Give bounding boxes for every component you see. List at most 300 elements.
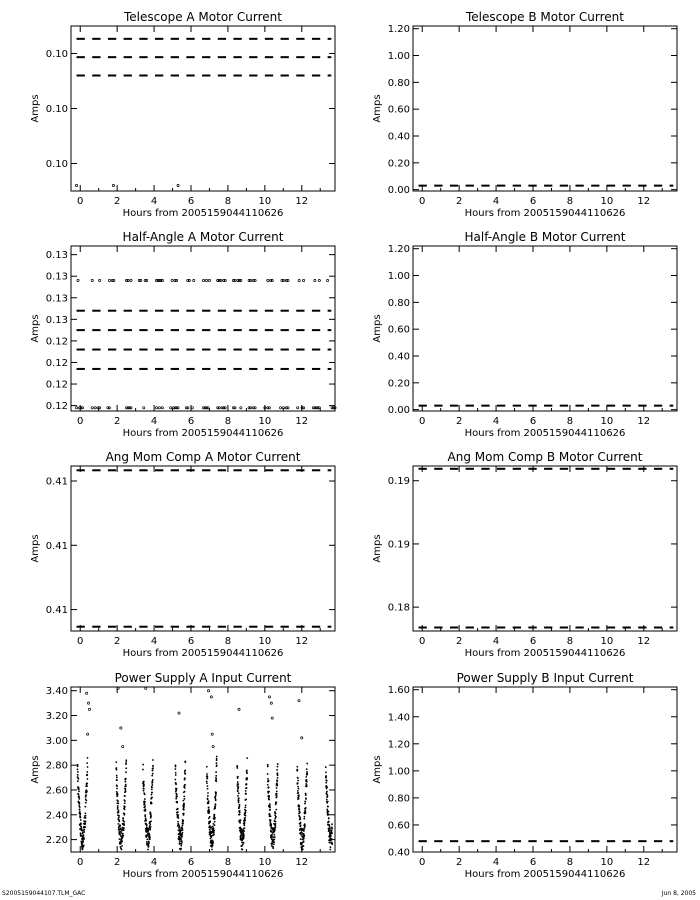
data-point: [125, 759, 127, 761]
y-axis-label: Amps: [372, 94, 383, 123]
data-point: [299, 816, 301, 818]
data-point: [326, 799, 328, 801]
data-point: [238, 792, 240, 794]
data-point: [180, 838, 182, 840]
data-point: [236, 767, 238, 769]
data-point: [122, 745, 124, 747]
data-point: [184, 777, 186, 779]
data-point: [275, 821, 277, 823]
data-point: [273, 839, 275, 841]
x-tick-label: 10: [600, 636, 614, 647]
data-point: [175, 783, 177, 785]
data-series: [75, 279, 336, 408]
data-point: [303, 829, 305, 831]
data-point: [326, 791, 328, 793]
x-tick-label: 6: [187, 416, 195, 427]
data-point: [145, 808, 147, 810]
data-point: [130, 279, 132, 281]
data-point: [77, 765, 79, 767]
plot-frame: [413, 466, 677, 631]
data-point: [304, 803, 306, 805]
data-point: [84, 806, 86, 808]
data-point: [245, 798, 247, 800]
data-point: [179, 843, 181, 845]
data-point: [326, 780, 328, 782]
x-tick-label: 12: [637, 857, 651, 868]
data-point: [240, 819, 242, 821]
data-point: [177, 811, 179, 813]
data-point: [181, 843, 183, 845]
data-point: [331, 838, 333, 840]
data-point: [269, 805, 271, 807]
data-point: [182, 823, 184, 825]
x-tick-label: 0: [419, 196, 426, 207]
data-point: [215, 794, 217, 796]
data-point: [94, 407, 96, 409]
data-point: [216, 762, 218, 764]
x-tick-label: 0: [419, 857, 426, 868]
data-point: [329, 825, 331, 827]
plot-frame: [413, 26, 677, 191]
data-point: [125, 761, 127, 763]
chart-panel: [372, 450, 677, 659]
data-point: [116, 785, 118, 787]
y-axis-label: Amps: [372, 534, 383, 563]
data-point: [99, 279, 101, 281]
data-point: [330, 846, 332, 848]
data-point: [122, 817, 124, 819]
x-axis-label: Hours from 2005159044110626: [464, 648, 626, 659]
y-tick-label: 0.20: [387, 378, 410, 390]
data-point: [268, 407, 270, 409]
data-point: [267, 764, 269, 766]
data-point: [177, 808, 179, 810]
data-point: [125, 767, 127, 769]
data-point: [268, 786, 270, 788]
data-point: [125, 784, 127, 786]
chart-panel: [372, 10, 677, 219]
data-point: [84, 822, 86, 824]
data-point: [183, 806, 185, 808]
x-tick-label: 2: [455, 416, 463, 427]
data-point: [298, 279, 300, 281]
data-point: [161, 279, 163, 281]
data-point: [77, 764, 79, 766]
data-point: [122, 836, 124, 838]
y-tick-label: 2.80: [45, 760, 68, 772]
data-point: [209, 829, 211, 831]
x-tick-label: 12: [637, 416, 651, 427]
chart-panel: [30, 10, 335, 219]
data-point: [119, 825, 121, 827]
data-point: [239, 822, 241, 824]
data-point: [143, 782, 145, 784]
x-tick-label: 12: [637, 196, 651, 207]
data-point: [177, 821, 179, 823]
data-point: [267, 773, 269, 775]
y-tick-label: 0.10: [45, 104, 68, 115]
data-point: [306, 773, 308, 775]
data-point: [305, 807, 307, 809]
data-point: [121, 849, 123, 851]
data-point: [330, 835, 332, 837]
data-point: [306, 781, 308, 783]
data-point: [77, 774, 79, 776]
x-tick-label: 6: [529, 636, 537, 647]
y-tick-label: 0.41: [45, 605, 68, 617]
data-point: [305, 794, 307, 796]
y-tick-label: 0.12: [45, 336, 68, 348]
data-point: [273, 841, 275, 843]
y-tick-label: 0.12: [45, 357, 68, 369]
data-point: [267, 766, 269, 768]
data-point: [287, 279, 289, 281]
chart-title: Power Supply B Input Current: [456, 671, 634, 685]
data-point: [152, 782, 154, 784]
x-tick-label: 0: [419, 636, 426, 647]
data-point: [245, 793, 247, 795]
data-point: [298, 794, 300, 796]
data-point: [182, 825, 184, 827]
data-point: [305, 798, 307, 800]
data-point: [117, 794, 119, 796]
data-point: [117, 687, 119, 689]
data-point: [175, 798, 177, 800]
data-point: [205, 279, 207, 281]
data-point: [218, 407, 220, 409]
data-point: [86, 692, 88, 694]
data-point: [117, 803, 119, 805]
plot-frame: [71, 246, 335, 411]
data-point: [208, 807, 210, 809]
x-tick-label: 8: [224, 857, 232, 868]
data-point: [238, 801, 240, 803]
x-tick-label: 8: [566, 416, 574, 427]
x-tick-label: 10: [600, 857, 614, 868]
x-tick-label: 2: [455, 196, 463, 207]
data-point: [87, 733, 89, 735]
data-point: [276, 791, 278, 793]
data-point: [116, 788, 118, 790]
data-point: [239, 805, 241, 807]
x-axis-label: Hours from 2005159044110626: [464, 208, 626, 219]
data-point: [299, 809, 301, 811]
data-point: [245, 790, 247, 792]
y-tick-label: 0.10: [45, 159, 68, 170]
y-tick-label: 0.13: [45, 250, 68, 262]
data-series: [77, 687, 334, 850]
data-point: [277, 766, 279, 768]
data-point: [271, 279, 273, 281]
data-point: [244, 806, 246, 808]
data-point: [180, 845, 182, 847]
y-tick-label: 0.00: [387, 405, 410, 417]
data-point: [243, 837, 245, 839]
data-point: [175, 774, 177, 776]
data-point: [274, 811, 276, 813]
data-point: [144, 804, 146, 806]
data-point: [303, 838, 305, 840]
data-point: [149, 837, 151, 839]
data-point: [318, 407, 320, 409]
data-point: [182, 829, 184, 831]
data-point: [140, 279, 142, 281]
data-point: [175, 772, 177, 774]
data-point: [275, 802, 277, 804]
y-tick-label: 0.60: [387, 324, 410, 336]
data-point: [79, 811, 81, 813]
data-point: [303, 407, 305, 409]
data-point: [122, 835, 124, 837]
data-point: [220, 279, 222, 281]
data-point: [243, 835, 245, 837]
data-point: [120, 828, 122, 830]
data-point: [213, 834, 215, 836]
data-point: [269, 803, 271, 805]
data-point: [124, 795, 126, 797]
data-point: [207, 795, 209, 797]
data-point: [75, 184, 77, 186]
y-tick-label: 0.19: [387, 476, 410, 488]
data-point: [212, 842, 214, 844]
data-point: [207, 785, 209, 787]
data-point: [326, 786, 328, 788]
chart-panel: [30, 230, 336, 439]
data-point: [176, 802, 178, 804]
data-point: [299, 811, 301, 813]
data-point: [206, 776, 208, 778]
data-point: [274, 825, 276, 827]
data-point: [206, 766, 208, 768]
data-point: [152, 773, 154, 775]
x-tick-label: 8: [224, 196, 232, 207]
data-point: [327, 806, 329, 808]
data-point: [305, 776, 307, 778]
data-point: [118, 820, 120, 822]
data-point: [328, 842, 330, 844]
data-point: [118, 816, 120, 818]
x-tick-label: 6: [529, 196, 537, 207]
data-point: [239, 810, 241, 812]
data-point: [184, 773, 186, 775]
data-point: [270, 819, 272, 821]
data-point: [331, 828, 333, 830]
data-point: [125, 778, 127, 780]
data-point: [238, 708, 240, 710]
data-point: [306, 771, 308, 773]
data-point: [145, 820, 147, 822]
data-point: [297, 790, 299, 792]
data-point: [80, 823, 82, 825]
data-point: [202, 279, 204, 281]
data-point: [150, 826, 152, 828]
data-point: [237, 781, 239, 783]
data-point: [182, 800, 184, 802]
data-series: [77, 470, 332, 626]
data-point: [145, 687, 147, 689]
data-point: [181, 841, 183, 843]
data-point: [269, 807, 271, 809]
data-point: [149, 829, 151, 831]
data-point: [271, 717, 273, 719]
data-point: [297, 777, 299, 779]
data-point: [87, 702, 89, 704]
y-tick-label: 1.20: [387, 739, 410, 751]
data-point: [329, 827, 331, 829]
data-point: [81, 828, 83, 830]
data-point: [287, 407, 289, 409]
data-point: [298, 788, 300, 790]
data-point: [306, 785, 308, 787]
y-tick-label: 1.40: [387, 712, 410, 724]
y-tick-label: 0.13: [45, 293, 68, 305]
data-point: [212, 840, 214, 842]
y-tick-label: 0.80: [387, 793, 410, 805]
data-point: [268, 791, 270, 793]
data-point: [85, 796, 87, 798]
data-point: [150, 820, 152, 822]
data-point: [143, 781, 145, 783]
data-point: [325, 771, 327, 773]
data-point: [207, 690, 209, 692]
data-point: [79, 813, 81, 815]
data-point: [213, 814, 215, 816]
data-point: [208, 800, 210, 802]
data-point: [234, 279, 236, 281]
data-point: [327, 279, 329, 281]
data-point: [209, 820, 211, 822]
y-tick-label: 0.12: [45, 401, 68, 413]
x-tick-label: 6: [529, 416, 537, 427]
data-point: [124, 800, 126, 802]
data-point: [244, 827, 246, 829]
y-tick-label: 0.41: [45, 540, 68, 552]
data-point: [75, 407, 77, 409]
data-point: [148, 843, 150, 845]
data-point: [82, 841, 84, 843]
data-point: [149, 834, 151, 836]
data-point: [240, 279, 242, 281]
x-tick-label: 2: [113, 636, 121, 647]
data-point: [330, 840, 332, 842]
data-point: [206, 773, 208, 775]
data-point: [267, 778, 269, 780]
y-tick-label: 1.00: [387, 766, 410, 778]
x-tick-label: 8: [566, 196, 574, 207]
data-point: [276, 769, 278, 771]
data-point: [143, 784, 145, 786]
data-point: [206, 777, 208, 779]
data-point: [277, 772, 279, 774]
data-point: [124, 802, 126, 804]
y-tick-label: 1.00: [387, 51, 410, 63]
data-point: [297, 780, 299, 782]
data-point: [234, 407, 236, 409]
data-point: [116, 769, 118, 771]
data-point: [254, 279, 256, 281]
x-tick-label: 4: [492, 636, 500, 647]
data-point: [125, 771, 127, 773]
data-point: [113, 279, 115, 281]
data-point: [124, 813, 126, 815]
x-tick-label: 10: [258, 857, 272, 868]
data-point: [268, 799, 270, 801]
data-point: [267, 279, 269, 281]
data-point: [274, 829, 276, 831]
data-point: [216, 758, 218, 760]
data-point: [143, 790, 145, 792]
data-point: [209, 816, 211, 818]
data-point: [282, 279, 284, 281]
data-point: [210, 696, 212, 698]
data-point: [124, 806, 126, 808]
data-point: [123, 829, 125, 831]
data-point: [237, 783, 239, 785]
data-point: [208, 809, 210, 811]
y-axis-label: Amps: [372, 314, 383, 343]
data-point: [207, 792, 209, 794]
y-tick-label: 0.40: [387, 351, 410, 363]
data-point: [86, 774, 88, 776]
data-point: [240, 407, 242, 409]
data-point: [78, 798, 80, 800]
y-tick-label: 3.00: [45, 735, 68, 747]
data-point: [215, 778, 217, 780]
data-point: [187, 407, 189, 409]
chart-title: Telescope A Motor Current: [124, 10, 282, 24]
data-point: [83, 835, 85, 837]
data-point: [214, 796, 216, 798]
data-point: [304, 801, 306, 803]
data-point: [304, 810, 306, 812]
data-point: [177, 407, 179, 409]
x-tick-label: 0: [77, 416, 84, 427]
data-point: [151, 794, 153, 796]
data-point: [176, 796, 178, 798]
data-point: [275, 813, 277, 815]
chart-panel: [372, 671, 677, 880]
data-point: [298, 806, 300, 808]
y-tick-label: 3.20: [45, 711, 68, 723]
x-tick-label: 4: [492, 416, 500, 427]
data-point: [246, 769, 248, 771]
data-point: [88, 708, 90, 710]
data-point: [188, 279, 190, 281]
data-point: [86, 783, 88, 785]
data-point: [207, 407, 209, 409]
x-axis-label: Hours from 2005159044110626: [122, 648, 284, 659]
data-point: [267, 784, 269, 786]
data-point: [303, 830, 305, 832]
data-point: [121, 845, 123, 847]
x-tick-label: 2: [113, 857, 121, 868]
y-tick-label: 1.00: [387, 271, 410, 283]
data-point: [86, 785, 88, 787]
x-tick-label: 8: [566, 636, 574, 647]
data-point: [125, 763, 127, 765]
data-point: [124, 781, 126, 783]
data-point: [151, 792, 153, 794]
x-tick-label: 4: [150, 636, 158, 647]
x-tick-label: 4: [150, 416, 158, 427]
data-point: [214, 824, 216, 826]
y-axis-label: Amps: [30, 534, 41, 563]
x-tick-label: 0: [77, 196, 84, 207]
data-point: [303, 833, 305, 835]
y-tick-label: 0.41: [45, 476, 68, 488]
y-tick-label: 0.40: [387, 131, 410, 143]
x-tick-label: 6: [529, 857, 537, 868]
